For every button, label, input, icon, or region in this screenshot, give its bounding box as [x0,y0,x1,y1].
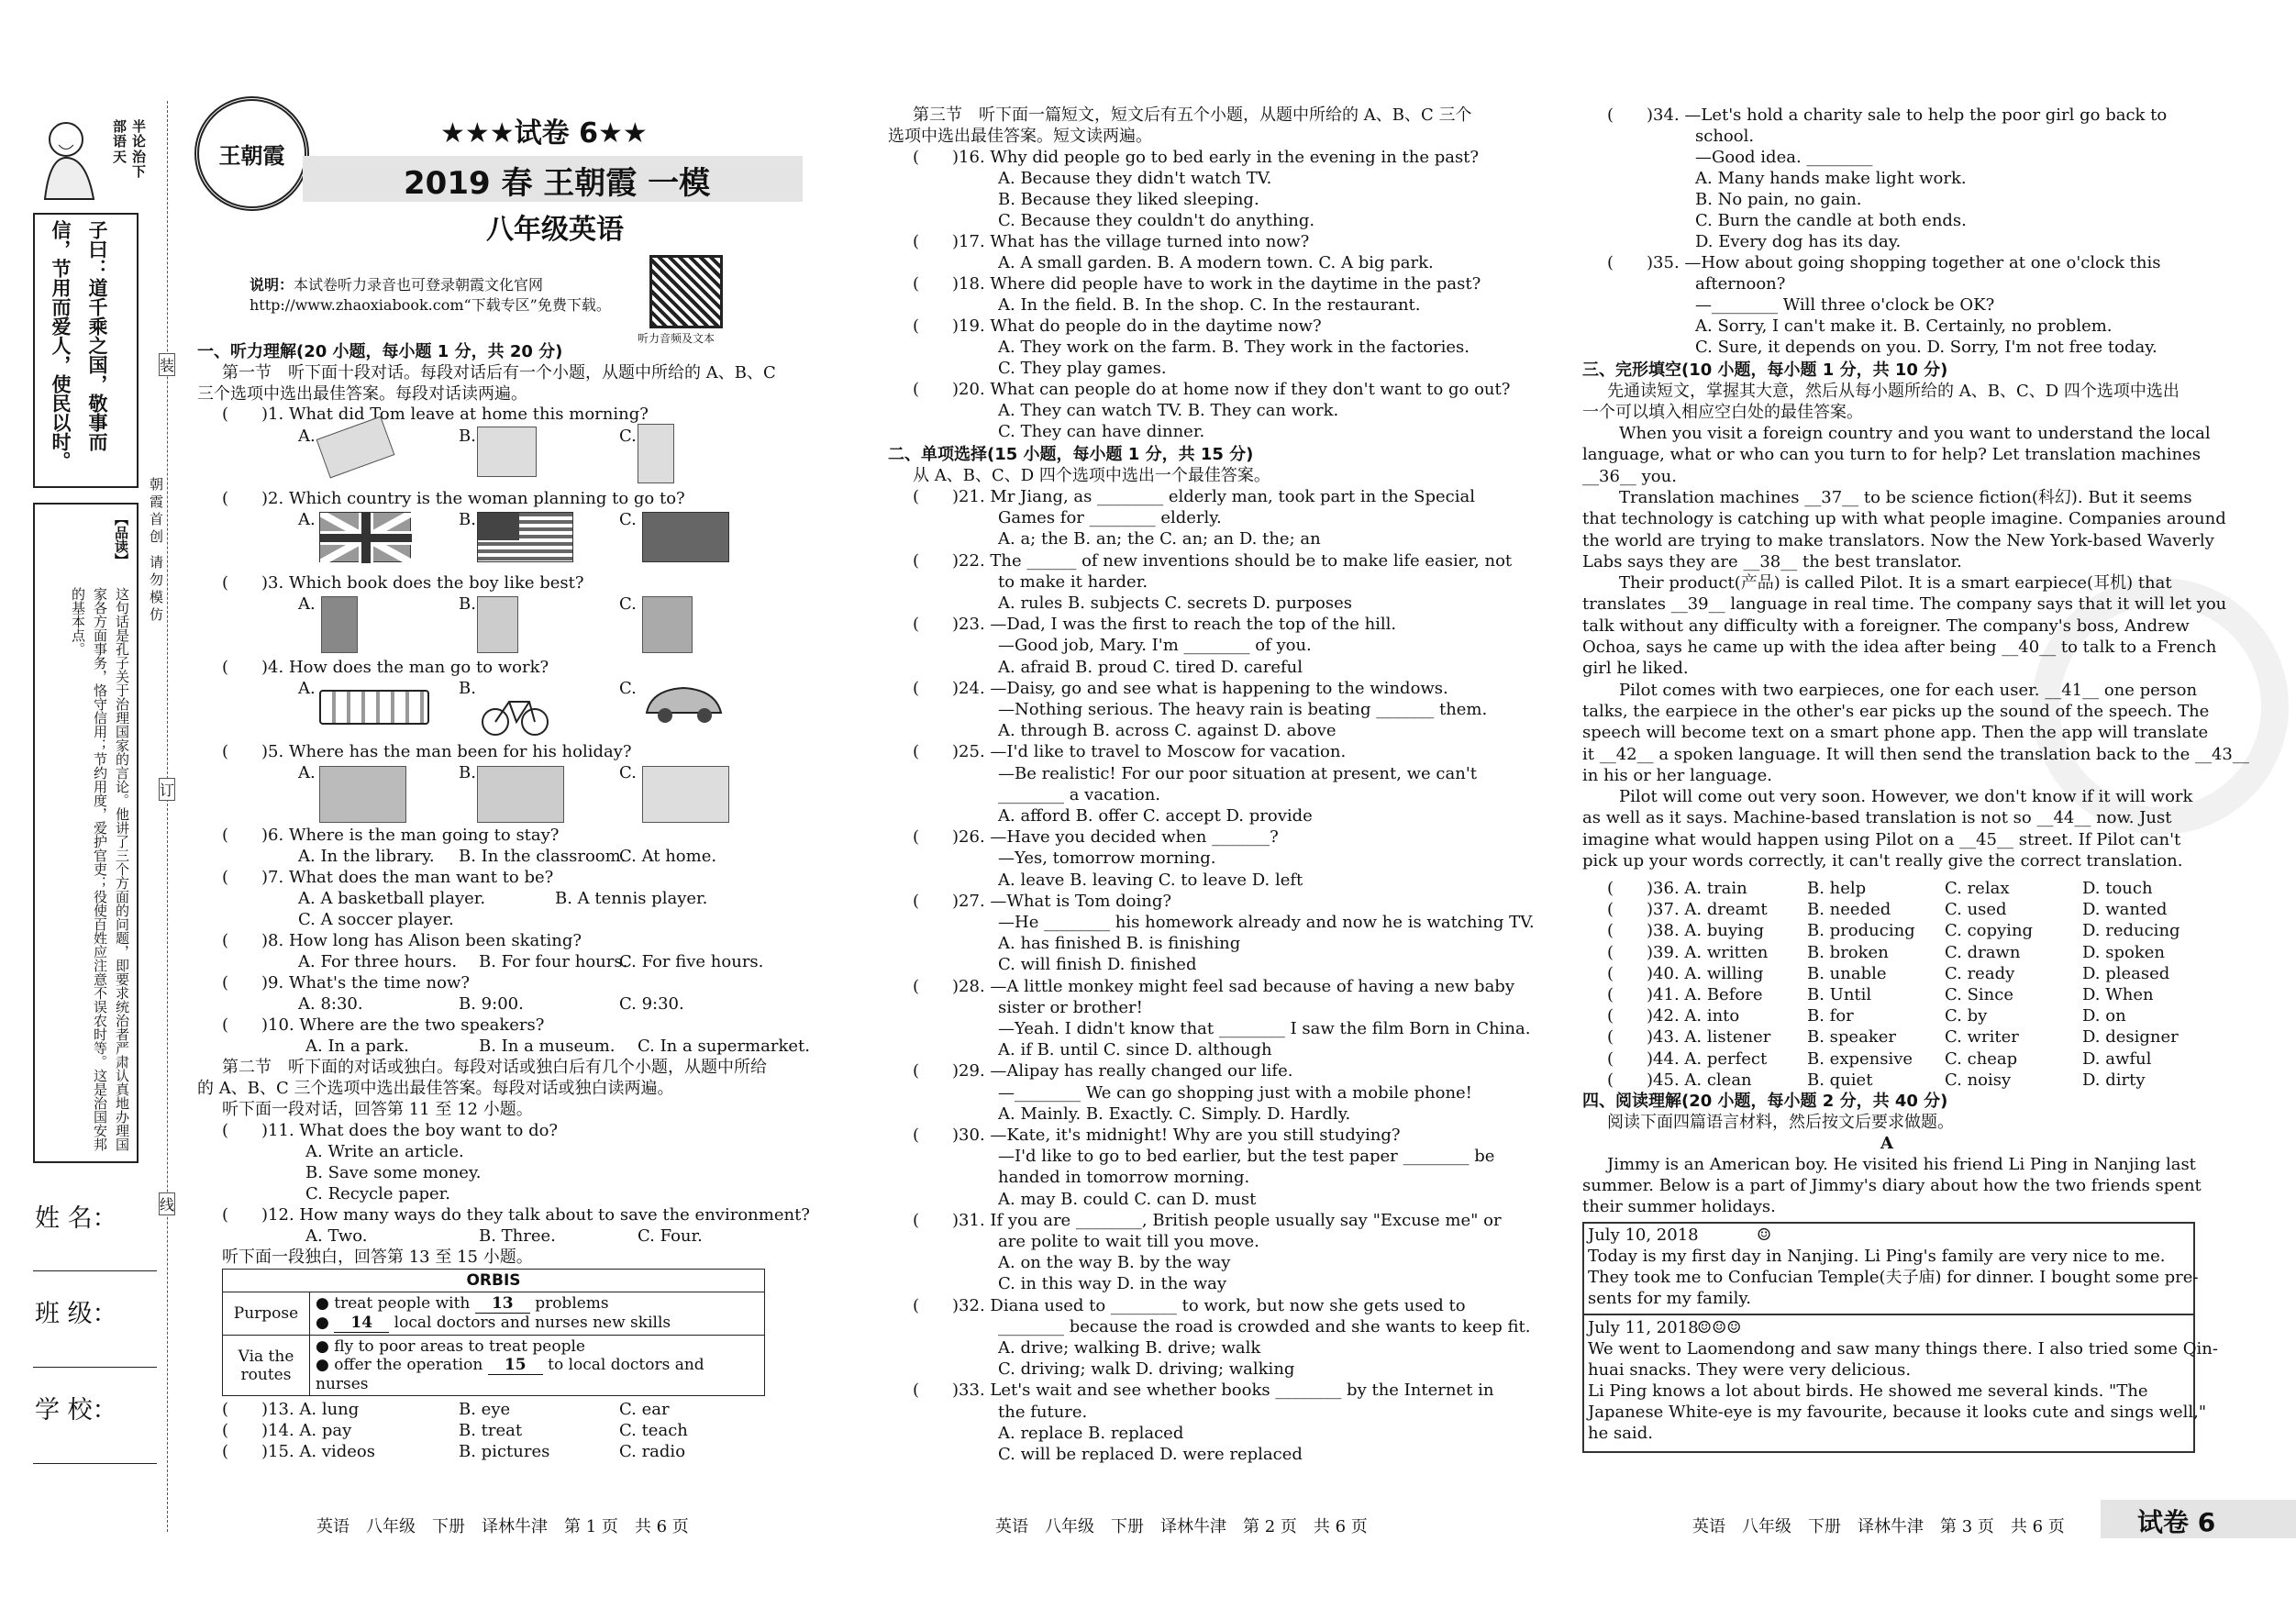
footer-tag-text: 试卷 6 [2137,1507,2216,1537]
option: C. used [1945,900,2007,920]
diary-line: sents for my family. [1588,1289,1751,1308]
option-line: A. In the field. B. In the shop. C. In the restaurant. [998,295,1421,315]
cloze-line: girl he liked. [1582,659,1689,679]
page-footer: 英语 八年级 下册 译林牛津 第 3 页 共 6 页 [1692,1517,2065,1536]
stamp-text: 朝霞首创 请勿模仿 [148,477,164,625]
question: ( )17. What has the village turned into now? [913,232,1310,251]
question-14: ( )14. A. pay [222,1421,352,1440]
bicycle-image[interactable] [482,683,550,738]
option: B. Until [1807,985,1872,1004]
question: ( )19. What do people do in the daytime now? [913,316,1322,336]
cloze-line: translates __39__ language in real time. The company says that it will let you [1582,594,2227,615]
option-line: A. drive; walking B. drive; walk [998,1338,1261,1358]
opt-label: B. [459,594,476,614]
option: D. wanted [2082,900,2168,920]
class-label: 班 级： [35,1300,117,1328]
option-line: A. Many hands make light work. [1695,169,1967,188]
option: D. on [2082,1006,2126,1026]
option: B. broken [1807,942,1889,962]
option: A. Two. [305,1226,368,1246]
option: D. spoken [2082,942,2165,962]
class-field[interactable] [33,1367,157,1368]
option: C. Recycle paper. [305,1184,451,1203]
cut-mark: 装 [159,353,175,376]
opt-label: C. [619,763,637,782]
cloze-line: language, what or who can you turn to for help? Let translation machines [1582,445,2201,465]
orbis-table [222,1269,765,1396]
part3-instruction: 第三节 听下面一篇短文，短文后有五个小题，从题中所给的 A、B、C 三个 [913,105,1472,125]
option-line: —He ________ his homework already and now he is watching TV. [998,913,1535,932]
option: D. dirty [2082,1070,2146,1090]
book-cover-image[interactable] [477,596,518,653]
option-line: B. Because they liked sleeping. [998,190,1259,209]
question-13: ( )13. A. lung [222,1400,360,1419]
question: ( )23. —Dad, I was the first to reach the top of the hill. [913,615,1397,635]
question: ( )28. —A little monkey might feel sad because of having a new baby [913,976,1514,996]
option-line: A. They work on the farm. B. They work in the factories. [998,338,1470,357]
page-footer: 英语 八年级 下册 译林牛津 第 1 页 共 6 页 [316,1517,689,1536]
option-line: school. [1695,127,1755,146]
option: C. teach [619,1421,688,1440]
opt-label: A. [298,510,316,529]
opt-label: C. [619,594,637,614]
cloze-question: ( )41. A. Before [1607,985,1763,1004]
option-line: —Yes, tomorrow morning. [998,848,1216,869]
book-cover-image[interactable] [321,596,358,653]
option-line: D. Every dog has its day. [1695,232,1902,251]
us-flag-image[interactable] [477,512,573,562]
cloze-line: it __42__ a spoken language. It will then send the translation back to the __43__ [1582,744,2249,764]
option-line: C. Because they couldn't do anything. [998,211,1315,230]
option: C. ear [619,1400,670,1419]
school-label: 学 校： [35,1396,117,1425]
cut-line [167,101,168,1532]
pindu-label: 【品读】 [113,512,129,567]
question-7: ( )7. What does the man want to be? [222,868,554,887]
option: C. writer [1945,1027,2019,1048]
question-15: ( )15. A. videos [222,1442,376,1461]
option-line: A. Mainly. B. Exactly. C. Simply. D. Hardly. [998,1103,1351,1124]
question: ( )29. —Alipay has really changed our life. [913,1061,1293,1081]
opt-label: A. [298,763,316,782]
cloze-question: ( )40. A. willing [1607,963,1764,983]
option: C. copying [1945,921,2034,941]
passage-line: their summer holidays. [1582,1197,1776,1216]
page-subtitle: 八年级英语 [486,214,624,246]
question: ( )32. Diana used to ________ to work, but now she gets used to [913,1295,1466,1315]
table-cell: ● fly to poor areas to treat people ● offer the operation 15 to local doctors and nurses [310,1336,765,1396]
quote-box [33,213,139,488]
option: C. At home. [619,847,717,866]
question-10: ( )10. Where are the two speakers? [222,1015,545,1035]
option-line: A. has finished B. is finishing [998,934,1241,954]
question: ( )31. If you are ________, British people usually say "Excuse me" or [913,1210,1502,1230]
diary-date: July 10, 2018 [1588,1225,1699,1245]
option: C. In a supermarket. [638,1037,810,1056]
cloze-line: __36__ you. [1582,466,1677,486]
cloze-line: that technology is catching up with what people imagine. Companies around [1582,509,2226,529]
cloze-line: When you visit a foreign country and you want to understand the local [1619,424,2211,443]
option-line: —________ We can go shopping just with a mobile phone! [998,1082,1472,1103]
cut-mark: 线 [159,1192,175,1215]
part2-instruction: 第二节 听下面的对话或独白。每段对话或独白后有几个小题，从题中所给 [222,1058,767,1077]
option: A. 8:30. [298,994,363,1014]
cloze-question: ( )45. A. clean [1607,1070,1752,1090]
diary-line: We went to Laomendong and saw many things there. I also tried some Qin- [1588,1339,2218,1359]
option: B. Save some money. [305,1163,482,1182]
cloze-line: Translation machines __37__ to be science fiction(科幻). But it seems [1619,487,2192,507]
question: ( )21. Mr Jiang, as ________ elderly man, took part in the Special [913,487,1475,506]
option-line: —Nothing serious. The heavy rain is beating _______ them. [998,700,1488,719]
option: C. noisy [1945,1070,2012,1090]
map-image[interactable] [642,766,729,823]
passage-line: Jimmy is an American boy. He visited his friend Li Ping in Nanjing last [1607,1155,2196,1174]
option-line: C. They play games. [998,359,1167,378]
page-title: 2019 春 王朝霞 一模 [404,165,711,202]
passage-line: summer. Below is a part of Jimmy's diary about how the two friends spent [1582,1176,2202,1195]
opt-label: C. [619,427,637,446]
question: ( )22. The ______ of new inventions should be to make life easier, not [913,550,1513,571]
option: D. designer [2082,1027,2179,1048]
name-label: 姓 名： [35,1204,117,1233]
option: C. radio [619,1442,686,1461]
pindu-box [33,503,139,1163]
table-header: Purpose [223,1292,310,1336]
question-4: ( )4. How does the man go to work? [222,658,549,677]
option-line: —I'd like to go to bed earlier, but the test paper ________ be [998,1147,1495,1167]
blank-13[interactable]: 13 [475,1294,530,1314]
mountain-image[interactable] [477,766,564,823]
question: ( )26. —Have you decided when _______? [913,827,1279,848]
option: C. by [1945,1006,1988,1026]
cloze-question: ( )42. A. into [1607,1006,1740,1026]
cloze-question: ( )44. A. perfect [1607,1048,1768,1069]
option-line: handed in tomorrow morning. [998,1168,1250,1188]
option: A. Write an article. [305,1142,464,1161]
option: C. Since [1945,985,2013,1004]
pencil-box-image[interactable] [316,416,395,479]
question-2: ( )2. Which country is the woman planning to go to? [222,489,685,508]
option-line: Games for ________ elderly. [998,508,1222,528]
opt-label: C. [619,510,637,529]
diary-line: Today is my first day in Nanjing. Li Ping's family are very nice to me. [1588,1247,2166,1266]
option-line: C. Sure, it depends on you. D. Sorry, I'm not free today. [1695,338,2157,357]
option: B. treat [459,1421,523,1440]
cloze-question: ( )37. A. dreamt [1607,900,1768,920]
option: C. For five hours. [619,952,764,971]
question: ( )25. —I'd like to travel to Moscow for vacation. [913,742,1347,762]
science-book-image[interactable] [642,596,693,653]
option: B. unable [1807,963,1887,983]
sage-illustration [31,112,105,204]
bus-image[interactable] [319,690,429,725]
option-line: C. They can have dinner. [998,422,1205,441]
option: B. In the classroom. [459,847,627,866]
name-field[interactable] [33,1270,157,1271]
option-line: afternoon? [1695,274,1786,294]
quote-text: 子曰：道千乘之国，敬事而信，节用而爱人，使民以时。 [50,220,108,471]
opt-label: B. [459,763,476,782]
option-line: —________ Will three o'clock be OK? [1695,295,1995,315]
question: ( )35. —How about going shopping together at one o'clock this [1607,253,2161,272]
option: C. 9:30. [619,994,684,1014]
note-label: 说明： [250,276,294,294]
option: C. A soccer player. [298,910,454,929]
diary-line: They took me to Confucian Temple(夫子庙) for dinner. I bought some pre- [1588,1268,2199,1287]
option: B. In a museum. [479,1037,616,1056]
option: C. cheap [1945,1048,2018,1069]
section-3-instruction: 一个可以填入相应空白处的最佳答案。 [1582,403,1863,422]
option: B. A tennis player. [555,889,708,908]
cloze-line: as well as it says. Machine-based translation is not so __44__ now. Just [1582,808,2172,828]
logo-seal: 王朝霞 [194,96,309,211]
question: ( )18. Where did people have to work in the daytime in the past? [913,274,1481,294]
option-line: A. A small garden. B. A modern town. C. A big park. [998,253,1434,272]
cloze-line: speech will become text on a smart phone app. Then the app will translate [1582,723,2209,743]
cloze-line: talk without any difficulty with a foreigner. The company's boss, Andrew [1582,616,2190,636]
section-4-heading: 四、阅读理解(20 小题，每小题 2 分，共 40 分) [1582,1092,1948,1111]
cell-text: offer the operation [334,1356,483,1374]
note-text: 本试卷听力录音也可登录朝霞文化官网 http://www.zhaoxiabook.com“下载专区”免费下载。 [250,276,611,314]
option-line: A. may B. could C. can D. must [998,1189,1257,1209]
option-line: B. No pain, no gain. [1695,190,1862,209]
question: ( )33. Let's wait and see whether books ________ by the Internet in [913,1381,1494,1401]
smiley-icon: ☺☺☺ [1697,1318,1742,1337]
passage-label: A [1880,1134,1893,1153]
table-title: ORBIS [223,1270,765,1292]
opt-label: B. [459,679,476,698]
cloze-question: ( )36. A. train [1607,879,1747,898]
section-4-instruction: 阅读下面四篇语言材料，然后按文后要求做题。 [1607,1113,1954,1132]
intro-13: 听下面一段独白，回答第 13 至 15 小题。 [222,1248,533,1267]
diary-line: huai snacks. They were very delicious. [1588,1360,1912,1380]
cloze-line: Pilot will come out very soon. However, we don't know if it will work [1619,787,2193,807]
option: A. In a park. [305,1037,409,1056]
opt-label: C. [619,679,637,698]
opt-label: A. [298,427,316,446]
option-line: are polite to wait till you move. [998,1232,1259,1251]
opt-label: A. [298,679,316,698]
option: C. ready [1945,963,2015,983]
smiley-icon: ☺ [1757,1225,1772,1245]
option: D. When [2082,985,2154,1004]
cloze-line: talks, the earpiece in the other's ear picks up the sound of the speech. The [1582,701,2210,721]
question-11: ( )11. What does the boy want to do? [222,1121,559,1140]
question-9: ( )9. What's the time now? [222,973,471,993]
question-8: ( )8. How long has Alison been skating? [222,931,582,950]
option: B. For four hours. [479,952,628,971]
cloze-line: Ochoa, says he came up with the idea after being __40__ to talk to a French [1582,638,2217,657]
option-line: A. replace B. replaced [998,1423,1184,1443]
option: D. reducing [2082,921,2180,941]
blank-14[interactable]: 14 [334,1314,389,1333]
option: B. expensive [1807,1048,1913,1069]
book-image[interactable] [477,427,537,477]
car-image[interactable] [642,681,725,726]
diary-line: Li Ping knows a lot about birds. He showed me several kinds. "The [1588,1381,2148,1401]
cloze-line: imagine what would happen using Pilot on a __45__ street. If Pilot can't [1582,829,2181,849]
option: B. help [1807,879,1867,898]
option: B. for [1807,1006,1854,1026]
section-1-heading: 一、听力理解(20 小题，每小题 1 分，共 20 分) [197,342,563,361]
question: ( )27. —What is Tom doing? [913,891,1172,911]
paper-number: ★★★试卷 6★★ [440,117,648,150]
option-line: ________ because the road is crowded and she wants to keep fit. [998,1316,1531,1336]
note [250,275,616,316]
option-line: C. Burn the candle at both ends. [1695,211,1967,230]
qr-caption: 听力音频及文本 [638,332,715,345]
option-line: A. on the way B. by the way [998,1253,1231,1273]
australia-flag-image[interactable] [642,512,729,562]
paper-number-text: 试卷 6 [514,117,599,150]
option-line: C. will finish D. finished [998,955,1197,975]
option: B. Three. [479,1226,556,1246]
option: D. pleased [2082,963,2170,983]
option-line: the future. [998,1402,1088,1422]
option-line: A. if B. until C. since D. although [998,1040,1272,1060]
question: ( )24. —Daisy, go and see what is happening to the windows. [913,678,1448,698]
option-line: —Good idea. ________ [1695,148,1873,167]
option: C. Four. [638,1226,703,1246]
cloze-line: Labs says they are __38__ the best translator. [1582,551,1962,571]
option-line: A. a; the B. an; the C. an; an D. the; an [998,529,1321,549]
option: B. pictures [459,1442,550,1461]
option-line: A. Sorry, I can't make it. B. Certainly, no problem. [1695,316,2113,336]
option-line: A. rules B. subjects C. secrets D. purposes [998,593,1352,613]
question-3: ( )3. Which book does the boy like best? [222,573,584,593]
cell-text: to local doctors and nurses [316,1356,704,1393]
question: ( )20. What can people do at home now if they don't want to go out? [913,380,1511,399]
option-line: C. will be replaced D. were replaced [998,1445,1303,1464]
option: D. awful [2082,1048,2152,1069]
option: C. relax [1945,879,2010,898]
opt-label: A. [298,594,316,614]
sidebar-brand: 半部论语治天下 [111,119,147,181]
diary-date: July 11, 2018 [1588,1318,1699,1337]
part1-instruction: 第一节 听下面十段对话。每段对话后有一个小题，从题中所给的 A、B、C [222,363,776,383]
cloze-question: ( )38. A. buying [1607,921,1764,941]
table-cell: ● treat people with 13 problems ● 14 local doctors and nurses new skills [310,1292,765,1336]
option-line: A. They can watch TV. B. They can work. [998,401,1339,420]
cloze-line: the world are trying to make translators. Now the New York-based Waverly [1582,530,2214,550]
option: C. drawn [1945,942,2021,962]
landscape-image[interactable] [319,766,406,823]
option: B. producing [1807,921,1915,941]
part2-instruction: 的 A、B、C 三个选项中选出最佳答案。每段对话或独白读两遍。 [197,1079,674,1098]
part3-instruction: 选项中选出最佳答案。短文读两遍。 [888,127,1152,146]
section-2-heading: 二、单项选择(15 小题，每小题 1 分，共 15 分) [888,445,1254,464]
cloze-question: ( )39. A. written [1607,942,1769,962]
cloze-line: in his or her language. [1582,765,1772,785]
section-3-instruction: 先通读短文，掌握其大意，然后从每小题所给的 A、B、C、D 四个选项中选出 [1607,382,2180,401]
option-line: —Good job, Mary. I'm ________ of you. [998,636,1312,656]
blank-15[interactable]: 15 [488,1356,543,1375]
cell-text: local doctors and nurses new skills [394,1314,671,1332]
diary-line: Japanese White-eye is my favourite, because it looks cute and sings well," [1588,1403,2207,1422]
page-footer: 英语 八年级 下册 译林牛津 第 2 页 共 6 页 [995,1517,1368,1536]
intro-11: 听下面一段对话，回答第 11 至 12 小题。 [222,1100,533,1119]
cloze-line: Their product(产品) is called Pilot. It is a smart earpiece(耳机) that [1619,573,2172,593]
section-2-instruction: 从 A、B、C、D 四个选项中选出一个最佳答案。 [913,466,1270,485]
cell-text: problems [535,1294,609,1313]
option: B. speaker [1807,1027,1896,1048]
option-line: A. through B. across C. against D. above [998,721,1337,741]
option-line: A. leave B. leaving C. to leave D. left [998,870,1303,890]
cell-text: fly to poor areas to treat people [334,1337,585,1356]
option-line: sister or brother! [998,997,1143,1017]
option-line: —Be realistic! For our poor situation at present, we can't [998,763,1477,783]
option: B. eye [459,1400,511,1419]
option: B. quiet [1807,1070,1873,1090]
option-line: C. driving; walk D. driving; walking [998,1359,1295,1380]
cloze-line: pick up your words correctly, it can't really give the correct translation. [1582,851,2183,871]
diary-line: he said. [1588,1424,1653,1443]
cut-mark: 订 [159,778,175,801]
option: A. For three hours. [298,952,458,971]
question-1: ( )1. What did Tom leave at home this morning? [222,405,649,424]
option: B. needed [1807,900,1891,920]
option: B. 9:00. [459,994,524,1014]
question: ( )16. Why did people go to bed early in the evening in the past? [913,148,1480,167]
qr-code[interactable] [649,255,723,328]
option: A. In the library. [298,847,435,866]
question-5: ( )5. Where has the man been for his holiday? [222,742,632,761]
uk-flag-image[interactable] [319,512,411,562]
option-line: A. afraid B. proud C. tired D. careful [998,657,1303,677]
question: ( )34. —Let's hold a charity sale to help the poor girl go back to [1607,105,2168,125]
school-field[interactable] [33,1463,157,1464]
option-line: C. in this way D. in the way [998,1274,1227,1294]
option-line: A. afford B. offer C. accept D. provide [998,806,1313,826]
question-12: ( )12. How many ways do they talk about to save the environment? [222,1205,810,1225]
diary-divider [1582,1314,2195,1315]
question: ( )30. —Kate, it's midnight! Why are you still studying? [913,1126,1401,1145]
cloze-question: ( )43. A. listener [1607,1027,1771,1048]
cell-text: treat people with [334,1294,471,1313]
option: A. A basketball player. [298,889,486,908]
option-line: to make it harder. [998,571,1148,592]
part1-instruction: 三个选项中选出最佳答案。每段对话读两遍。 [197,384,527,404]
cloze-line: Pilot comes with two earpieces, one for each user. __41__ one person [1619,680,2198,700]
section-3-heading: 三、完形填空(10 小题，每小题 1 分，共 10 分) [1582,360,1948,380]
sidebar [0,0,175,1597]
question-6: ( )6. Where is the man going to stay? [222,826,560,845]
pindu-text: 这句话是孔子关于治理国家的言论。他讲了三个方面的问题，即要求统治者严肃认真地办理国家各方面事务，恪守信用；节约用度，爱护官吏；役使百姓应注意不误农时等。这是治国安邦的基本点。 [70,587,130,1151]
option-line: —Yeah. I didn't know that ________ I saw the film Born in China. [998,1019,1531,1038]
option-line: A. Because they didn't watch TV. [998,169,1272,188]
opt-label: B. [459,427,476,446]
table-header: Via the routes [223,1336,310,1396]
option-line: ________ a vacation. [998,784,1161,804]
phone-image[interactable] [638,424,674,483]
opt-label: B. [459,510,476,529]
option: D. touch [2082,879,2153,898]
